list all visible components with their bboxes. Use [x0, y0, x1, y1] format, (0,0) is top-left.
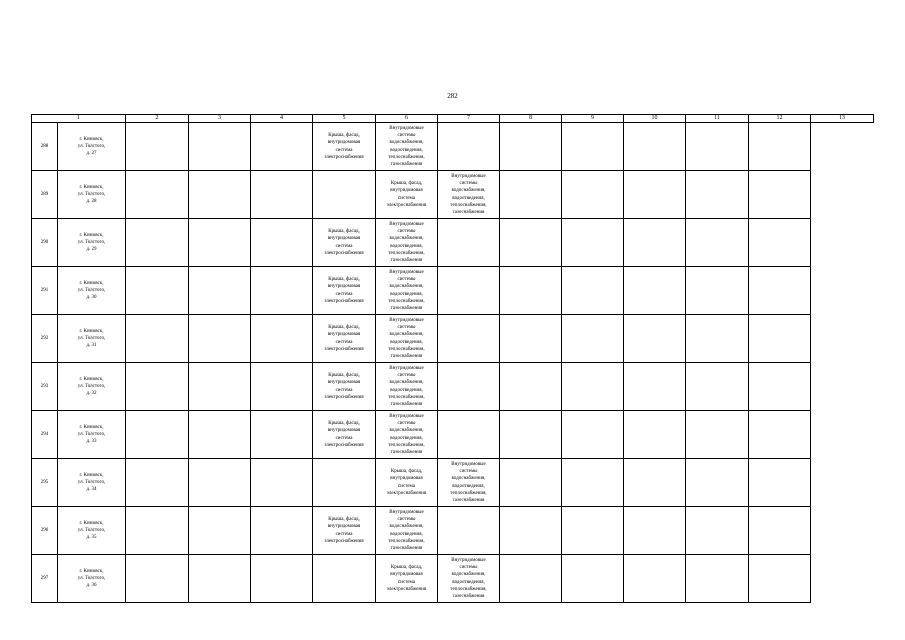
- work-cell-col8-line: Внутридомовые: [451, 461, 486, 467]
- column-header: 8: [500, 115, 562, 123]
- work-cell-col7-line: Внутридомовые: [389, 125, 424, 131]
- empty-cell: [500, 363, 562, 411]
- work-cell-col6-line: система: [335, 339, 353, 345]
- empty-cell: [126, 267, 189, 315]
- empty-cell: [686, 219, 749, 267]
- work-cell-col6-line: электроснабжения: [324, 298, 364, 304]
- work-cell-col8: [438, 411, 500, 459]
- empty-cell: [500, 459, 562, 507]
- empty-cell: [251, 123, 313, 171]
- empty-cell: [624, 507, 686, 555]
- work-cell-col6-line: Крыша, фасад,: [328, 133, 360, 139]
- row-number-cell: 293: [32, 363, 58, 411]
- address-cell-line: ул. Толстого,: [77, 287, 106, 293]
- address-cell: [58, 267, 126, 315]
- empty-cell: [562, 411, 624, 459]
- work-cell-col6: [313, 171, 376, 219]
- table-row: [32, 507, 874, 555]
- column-header: 9: [562, 115, 624, 123]
- empty-cell: [189, 123, 251, 171]
- address-cell-line: г. Кимовск,: [79, 232, 104, 238]
- empty-cell: [686, 363, 749, 411]
- work-cell-col7-line: системы: [397, 229, 416, 235]
- work-cell-col6-line: система: [335, 243, 353, 249]
- work-cell-col6-line: электроснабжения: [324, 394, 364, 400]
- work-cell-col6-line: электроснабжения: [324, 154, 364, 160]
- empty-cell: [624, 219, 686, 267]
- work-cell-col7-line: водоотведения,: [390, 339, 423, 345]
- work-cell-col7-line: электроснабжения: [386, 490, 427, 496]
- empty-cell: [686, 555, 749, 603]
- work-cell-col8: [438, 555, 500, 603]
- address-cell-line: г. Кимовск,: [79, 424, 104, 430]
- work-cell-col6: [313, 555, 376, 603]
- empty-cell: [126, 315, 189, 363]
- column-header: 1: [32, 115, 126, 123]
- empty-cell: [189, 459, 251, 507]
- work-cell-col6-line: внутридомовая: [327, 332, 361, 338]
- empty-cell: [126, 507, 189, 555]
- empty-cell: [749, 411, 811, 459]
- work-cell-col7-line: системы: [397, 277, 416, 283]
- empty-cell: [749, 507, 811, 555]
- work-cell-col7-line: газоснабжения: [390, 305, 423, 311]
- work-cell-col7-line: теплоснабжения,: [388, 298, 425, 304]
- empty-cell: [749, 171, 811, 219]
- empty-cell: [749, 555, 811, 603]
- work-cell-col7-line: системы: [397, 421, 416, 427]
- empty-cell: [189, 363, 251, 411]
- address-cell-line: г. Кимовск,: [79, 520, 104, 526]
- work-cell-col7: [376, 267, 438, 315]
- column-header: 3: [189, 115, 251, 123]
- work-cell-col7: [376, 315, 438, 363]
- work-cell-col6-line: электроснабжения: [324, 346, 364, 352]
- address-cell-line: г. Кимовск,: [79, 568, 104, 574]
- empty-cell: [562, 555, 624, 603]
- row-number-cell: 295: [32, 459, 58, 507]
- address-cell-line: д. 33: [86, 439, 97, 445]
- work-cell-col7-line: системы: [397, 517, 416, 523]
- work-cell-col6-line: Крыша, фасад,: [328, 517, 360, 523]
- row-number-cell: 290: [32, 219, 58, 267]
- work-cell-col6-line: электроснабжения: [324, 538, 364, 544]
- address-cell-line: д. 31: [86, 343, 97, 349]
- column-header: 2: [126, 115, 189, 123]
- table-row: [32, 219, 874, 267]
- work-cell-col7-line: Внутридомовые: [389, 317, 424, 323]
- work-cell-col7-line: системы: [397, 325, 416, 331]
- work-cell-col6-line: система: [335, 291, 353, 297]
- address-cell: [58, 315, 126, 363]
- work-cell-col7-line: водоснабжения,: [389, 284, 424, 290]
- work-cell-col8-line: системы: [459, 469, 478, 475]
- work-cell-col6-line: электроснабжения: [324, 442, 364, 448]
- work-cell-col8: [438, 507, 500, 555]
- work-cell-col6: [313, 459, 376, 507]
- address-cell: [58, 171, 126, 219]
- row-number-cell: 294: [32, 411, 58, 459]
- work-cell-col6-line: система: [335, 531, 353, 537]
- work-cell-col7: [376, 555, 438, 603]
- empty-cell: [749, 219, 811, 267]
- work-cell-col7: [376, 459, 438, 507]
- empty-cell: [500, 411, 562, 459]
- table-row: [32, 267, 874, 315]
- column-header: 7: [438, 115, 500, 123]
- address-cell: [58, 363, 126, 411]
- work-cell-col7-line: Внутридомовые: [389, 509, 424, 515]
- row-number-cell: 291: [32, 267, 58, 315]
- table-row: [32, 459, 874, 507]
- work-cell-col8: [438, 459, 500, 507]
- empty-cell: [500, 315, 562, 363]
- empty-cell: [624, 555, 686, 603]
- empty-cell: [251, 267, 313, 315]
- work-cell-col6: [313, 219, 376, 267]
- table-row: [32, 411, 874, 459]
- column-header: 13: [811, 115, 874, 123]
- empty-cell: [562, 267, 624, 315]
- work-cell-col6-line: Крыша, фасад,: [328, 277, 360, 283]
- work-cell-col8-line: водоснабжения,: [451, 572, 486, 578]
- empty-cell: [189, 171, 251, 219]
- address-cell: [58, 507, 126, 555]
- work-cell-col7-line: теплоснабжения,: [388, 538, 425, 544]
- work-cell-col7: [376, 507, 438, 555]
- address-cell: [58, 123, 126, 171]
- work-cell-col7-line: Крыша, фасад,: [390, 469, 423, 475]
- work-cell-col6-line: внутридомовая: [327, 428, 361, 434]
- address-cell-line: д. 30: [86, 295, 97, 301]
- address-cell: [58, 459, 126, 507]
- empty-cell: [500, 267, 562, 315]
- empty-cell: [251, 411, 313, 459]
- address-cell-line: д. 28: [86, 199, 97, 205]
- address-cell-line: г. Кимовск,: [79, 328, 104, 334]
- work-cell-col8-line: теплоснабжения,: [450, 490, 487, 496]
- empty-cell: [624, 363, 686, 411]
- empty-cell: [500, 171, 562, 219]
- address-cell-line: ул. Толстого,: [77, 335, 106, 341]
- repair-schedule-table: [31, 114, 874, 603]
- work-cell-col7-line: Внутридомовые: [389, 269, 424, 275]
- empty-cell: [562, 363, 624, 411]
- work-cell-col8-line: водоснабжения,: [451, 476, 486, 482]
- empty-cell: [624, 315, 686, 363]
- work-cell-col7-line: водоотведения,: [390, 147, 423, 153]
- address-cell-line: г. Кимовск,: [79, 472, 104, 478]
- empty-cell: [126, 363, 189, 411]
- column-header: 10: [624, 115, 686, 123]
- work-cell-col8-line: газоснабжения: [452, 593, 485, 599]
- empty-cell: [251, 315, 313, 363]
- address-cell-line: д. 35: [86, 535, 97, 541]
- empty-cell: [686, 459, 749, 507]
- work-cell-col7-line: теплоснабжения,: [388, 250, 425, 256]
- empty-cell: [126, 459, 189, 507]
- work-cell-col7-line: системы: [397, 133, 416, 139]
- work-cell-col7: [376, 363, 438, 411]
- empty-cell: [251, 171, 313, 219]
- address-cell-line: ул. Толстого,: [77, 191, 106, 197]
- address-cell-line: д. 36: [86, 583, 97, 589]
- empty-cell: [562, 171, 624, 219]
- work-cell-col7-line: водоснабжения,: [389, 428, 424, 434]
- work-cell-col8-line: системы: [459, 565, 478, 571]
- work-cell-col7-line: Внутридомовые: [389, 221, 424, 227]
- work-cell-col7: [376, 123, 438, 171]
- work-cell-col7-line: система: [398, 483, 415, 489]
- table-row: [32, 123, 874, 171]
- address-cell-line: д. 29: [86, 247, 97, 253]
- work-cell-col7-line: водоснабжения,: [389, 140, 424, 146]
- work-cell-col6-line: внутридомовая: [327, 140, 361, 146]
- work-cell-col7-line: внутридомовая: [390, 188, 423, 194]
- empty-cell: [624, 171, 686, 219]
- address-cell-line: г. Кимовск,: [79, 280, 104, 286]
- empty-cell: [500, 507, 562, 555]
- address-cell-line: ул. Толстого,: [77, 143, 106, 149]
- row-number-cell: 297: [32, 555, 58, 603]
- empty-cell: [126, 123, 189, 171]
- empty-cell: [749, 363, 811, 411]
- work-cell-col8: [438, 219, 500, 267]
- empty-cell: [749, 459, 811, 507]
- work-cell-col6-line: система: [335, 435, 353, 441]
- work-cell-col7-line: газоснабжения: [390, 449, 423, 455]
- work-cell-col7-line: водоотведения,: [390, 291, 423, 297]
- work-cell-col7: [376, 219, 438, 267]
- empty-cell: [686, 171, 749, 219]
- work-cell-col7-line: система: [398, 195, 415, 201]
- work-cell-col6-line: внутридомовая: [327, 380, 361, 386]
- work-cell-col8-line: водоснабжения,: [451, 188, 486, 194]
- empty-cell: [251, 363, 313, 411]
- work-cell-col8-line: водоотведения,: [452, 195, 485, 201]
- work-cell-col7-line: внутридомовая: [390, 476, 423, 482]
- work-cell-col7-line: водоснабжения,: [389, 236, 424, 242]
- column-header: 11: [686, 115, 749, 123]
- address-cell-line: ул. Толстого,: [77, 431, 106, 437]
- address-cell-line: ул. Толстого,: [77, 383, 106, 389]
- empty-cell: [686, 123, 749, 171]
- work-cell-col6-line: система: [335, 387, 353, 393]
- work-cell-col7-line: водоотведения,: [390, 435, 423, 441]
- row-number-cell: 296: [32, 507, 58, 555]
- empty-cell: [624, 267, 686, 315]
- page-number: 282: [447, 92, 458, 100]
- work-cell-col7-line: Крыша, фасад,: [390, 565, 423, 571]
- address-cell-line: ул. Толстого,: [77, 239, 106, 245]
- work-cell-col6-line: Крыша, фасад,: [328, 421, 360, 427]
- empty-cell: [126, 219, 189, 267]
- empty-cell: [562, 315, 624, 363]
- work-cell-col6-line: Крыша, фасад,: [328, 373, 360, 379]
- work-cell-col8: [438, 123, 500, 171]
- address-cell: [58, 219, 126, 267]
- empty-cell: [500, 219, 562, 267]
- column-header: 4: [251, 115, 313, 123]
- table-row: [32, 363, 874, 411]
- empty-cell: [624, 459, 686, 507]
- work-cell-col8-line: газоснабжения: [452, 497, 485, 503]
- work-cell-col8-line: теплоснабжения,: [450, 202, 487, 208]
- work-cell-col7-line: теплоснабжения,: [388, 154, 425, 160]
- work-cell-col8-line: Внутридомовые: [451, 173, 486, 179]
- address-cell-line: г. Кимовск,: [79, 136, 104, 142]
- work-cell-col7-line: теплоснабжения,: [388, 442, 425, 448]
- empty-cell: [189, 555, 251, 603]
- work-cell-col8: [438, 267, 500, 315]
- empty-cell: [562, 459, 624, 507]
- work-cell-col7-line: электроснабжения: [386, 586, 427, 592]
- empty-cell: [749, 123, 811, 171]
- empty-cell: [686, 267, 749, 315]
- address-cell-line: ул. Толстого,: [77, 575, 106, 581]
- work-cell-col7-line: водоснабжения,: [389, 524, 424, 530]
- work-cell-col7-line: водоотведения,: [390, 243, 423, 249]
- empty-cell: [562, 219, 624, 267]
- work-cell-col6-line: электроснабжения: [324, 250, 364, 256]
- empty-cell: [686, 315, 749, 363]
- work-cell-col8: [438, 171, 500, 219]
- empty-cell: [251, 507, 313, 555]
- work-cell-col6-line: внутридомовая: [327, 284, 361, 290]
- address-cell-line: ул. Толстого,: [77, 527, 106, 533]
- empty-cell: [189, 507, 251, 555]
- empty-cell: [562, 123, 624, 171]
- row-number-cell: 289: [32, 171, 58, 219]
- work-cell-col8-line: теплоснабжения,: [450, 586, 487, 592]
- work-cell-col7-line: водоотведения,: [390, 531, 423, 537]
- work-cell-col8: [438, 315, 500, 363]
- empty-cell: [686, 411, 749, 459]
- work-cell-col7: [376, 411, 438, 459]
- header-row: [32, 115, 874, 123]
- table-row: [32, 171, 874, 219]
- address-cell-line: д. 27: [86, 151, 97, 157]
- empty-cell: [500, 555, 562, 603]
- column-header: 5: [313, 115, 376, 123]
- work-cell-col6: [313, 123, 376, 171]
- empty-cell: [189, 411, 251, 459]
- work-cell-col6-line: Крыша, фасад,: [328, 325, 360, 331]
- work-cell-col7-line: системы: [397, 373, 416, 379]
- work-cell-col7-line: газоснабжения: [390, 353, 423, 359]
- work-cell-col6-line: внутридомовая: [327, 236, 361, 242]
- work-cell-col7-line: газоснабжения: [390, 401, 423, 407]
- address-cell-line: г. Кимовск,: [79, 376, 104, 382]
- empty-cell: [624, 123, 686, 171]
- work-cell-col8-line: водоотведения,: [452, 579, 485, 585]
- work-cell-col6: [313, 267, 376, 315]
- work-cell-col7-line: водоснабжения,: [389, 380, 424, 386]
- work-cell-col7-line: электроснабжения: [386, 202, 427, 208]
- work-cell-col7-line: теплоснабжения,: [388, 394, 425, 400]
- empty-cell: [251, 219, 313, 267]
- empty-cell: [749, 267, 811, 315]
- work-cell-col6: [313, 315, 376, 363]
- table-row: [32, 315, 874, 363]
- work-cell-col8: [438, 363, 500, 411]
- column-header: 12: [749, 115, 811, 123]
- work-cell-col8-line: системы: [459, 181, 478, 187]
- address-cell-line: д. 32: [86, 391, 97, 397]
- work-cell-col6-line: система: [335, 147, 353, 153]
- empty-cell: [251, 555, 313, 603]
- work-cell-col7-line: Внутридомовые: [389, 365, 424, 371]
- work-cell-col7-line: система: [398, 579, 415, 585]
- empty-cell: [624, 411, 686, 459]
- address-cell-line: ул. Толстого,: [77, 479, 106, 485]
- empty-cell: [251, 459, 313, 507]
- work-cell-col7-line: водоотведения,: [390, 387, 423, 393]
- work-cell-col7: [376, 171, 438, 219]
- work-cell-col7-line: теплоснабжения,: [388, 346, 425, 352]
- empty-cell: [686, 507, 749, 555]
- work-cell-col7-line: газоснабжения: [390, 161, 423, 167]
- empty-cell: [749, 315, 811, 363]
- address-cell-line: д. 34: [86, 487, 97, 493]
- empty-cell: [126, 171, 189, 219]
- work-cell-col7-line: водоснабжения,: [389, 332, 424, 338]
- work-cell-col6-line: Крыша, фасад,: [328, 229, 360, 235]
- work-cell-col6-line: внутридомовая: [327, 524, 361, 530]
- empty-cell: [189, 315, 251, 363]
- work-cell-col8-line: водоотведения,: [452, 483, 485, 489]
- empty-cell: [126, 555, 189, 603]
- work-cell-col7-line: Крыша, фасад,: [390, 181, 423, 187]
- empty-cell: [126, 411, 189, 459]
- work-cell-col6: [313, 411, 376, 459]
- work-cell-col6: [313, 507, 376, 555]
- work-cell-col7-line: газоснабжения: [390, 257, 423, 263]
- empty-cell: [189, 219, 251, 267]
- empty-cell: [500, 123, 562, 171]
- empty-cell: [189, 267, 251, 315]
- row-number-cell: 288: [32, 123, 58, 171]
- column-header: 6: [376, 115, 438, 123]
- address-cell: [58, 555, 126, 603]
- work-cell-col7-line: газоснабжения: [390, 545, 423, 551]
- work-cell-col6: [313, 363, 376, 411]
- row-number-cell: 292: [32, 315, 58, 363]
- address-cell: [58, 411, 126, 459]
- work-cell-col8-line: Внутридомовые: [451, 557, 486, 563]
- work-cell-col7-line: Внутридомовые: [389, 413, 424, 419]
- address-cell-line: г. Кимовск,: [79, 184, 104, 190]
- table-row: [32, 555, 874, 603]
- table-body: [32, 123, 874, 603]
- work-cell-col8-line: газоснабжения: [452, 209, 485, 215]
- work-cell-col7-line: внутридомовая: [390, 572, 423, 578]
- empty-cell: [562, 507, 624, 555]
